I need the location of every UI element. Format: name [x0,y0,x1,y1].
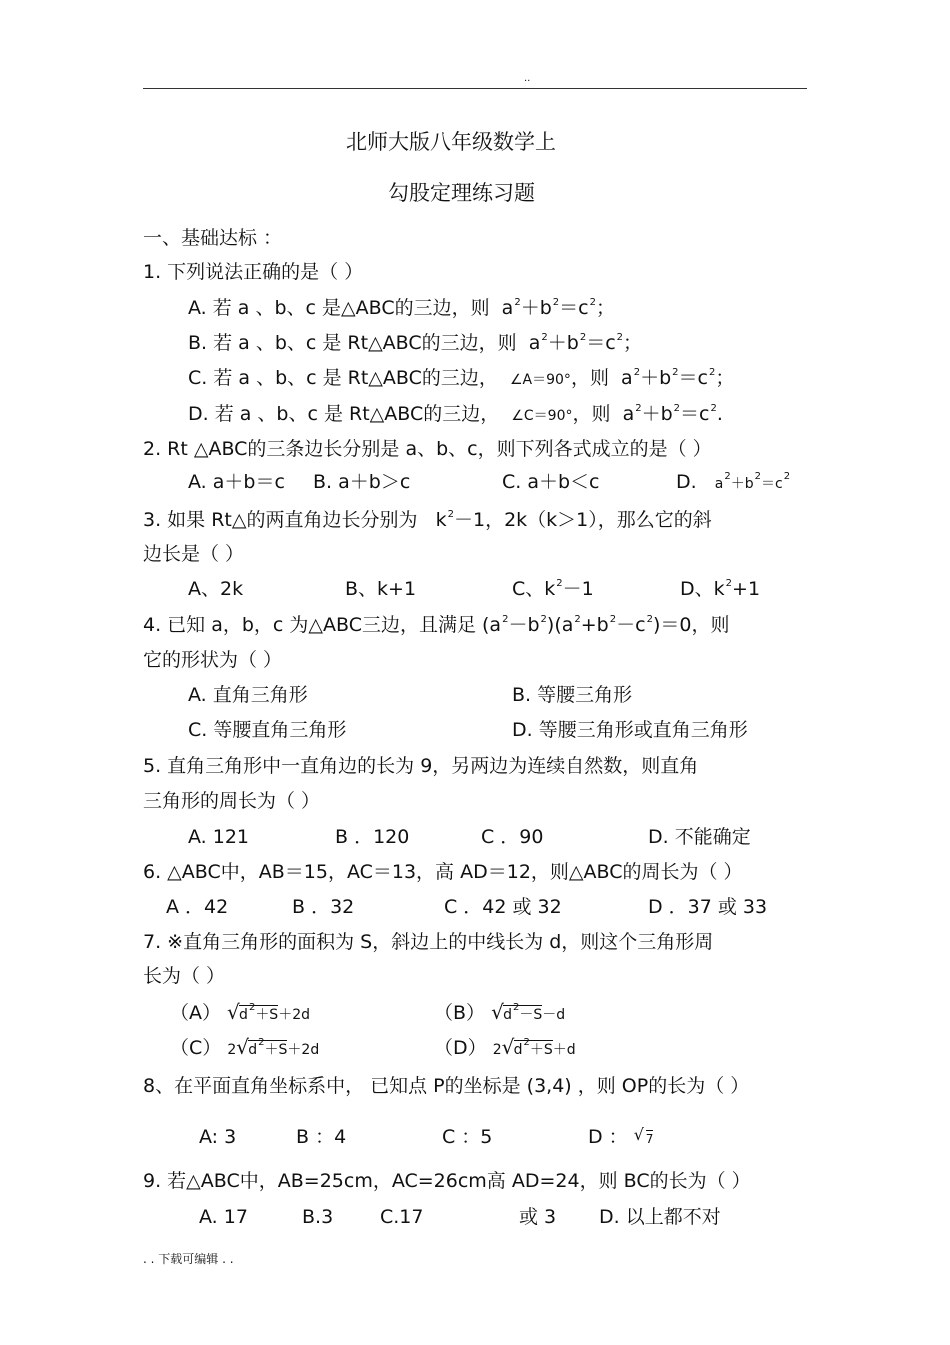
q5-stem-line1: 5. 直角三角形中一直角边的长为 9，另两边为连续自然数，则直角 [143,755,699,777]
q4-option-c: C. 等腰直角三角形 [188,719,347,741]
q6-option-c: C ．42 或 32 [444,896,562,918]
q4-option-b: B. 等腰三角形 [512,684,633,706]
q1-option-b: B. 若 a 、b、c 是 Rt△ABC的三边，则 $a^2+b^2=c^2$； [188,332,643,354]
q4-option-d: D. 等腰三角形或直角三角形 [512,719,748,741]
q9-option-c-cont: 或 3 [519,1206,557,1228]
q9-option-a: A. 17 [199,1206,248,1228]
q7-stem-line1: 7. ※直角三角形的面积为 S，斜边上的中线长为 d，则这个三角形周 [143,931,714,953]
doc-subtitle: 勾股定理练习题 [388,181,535,205]
page-footer: . . 下载可编辑 . . [143,1252,234,1266]
q3-option-a: A、2k [188,578,244,600]
q3-stem-line2: 边长是（ ） [143,543,245,565]
q5-option-d: D. 不能确定 [648,826,751,848]
q4-option-a: A. 直角三角形 [188,684,308,706]
q9-option-b: B.3 [302,1206,334,1228]
q7-stem-line2: 长为（ ） [143,965,226,987]
section-heading: 一、基础达标 ： [143,227,283,249]
q2-option-c: C. a＋b＜c [502,471,600,493]
q1-option-d: D. 若 a 、b、c 是 Rt△ABC的三边， ∠C＝90°，则 $a^2+b^2=c^2$. [188,403,723,425]
q4-stem-line1: 4. 已知 a，b，c 为△ABC三边，且满足 $(a^2-b^2)(a^2+b^2-c^2)=0$，则 [143,614,730,636]
q8-option-d: D ： √ 7 [588,1125,654,1148]
q5-option-b: B ．120 [335,826,410,848]
q5-stem-line2: 三角形的周长为（ ） [143,790,321,812]
q8-option-a: A: 3 [199,1126,237,1148]
q8-stem: 8、在平面直角坐标系中， 已知点 P的坐标是 (3,4) ，则 OP的长为（ ） [143,1075,750,1097]
doc-title: 北师大版八年级数学上 [346,130,556,154]
q1-stem: 1. 下列说法正确的是（ ） [143,261,364,283]
q6-option-d: D ．37 或 33 [648,896,768,918]
q9-option-d: D. 以上都不对 [599,1206,721,1228]
q2-option-b: B. a＋b＞c [313,471,411,493]
q7-option-c: （C） 2 √ $d^2+S+2d$ [170,1035,320,1059]
q2-stem: 2. Rt △ABC的三条边长分别是 a、b、c，则下列各式成立的是（ ） [143,438,712,460]
q6-option-a: A ．42 [166,896,229,918]
q2-option-d: D. $a^2+b^2=c^2$ [676,471,791,493]
q4-stem-line2: 它的形状为（ ） [143,649,283,671]
q1-option-a: A. 若 a 、b、c 是△ABC的三边，则 $a^2+b^2=c^2$； [188,297,615,319]
q7-option-b: （B） √ $d^2-S-d$ [434,1000,566,1024]
q8-option-b: B ：4 [296,1126,347,1148]
q5-option-c: C ．90 [481,826,544,848]
q6-stem: 6. △ABC中，AB＝15，AC＝13，高 AD＝12，则△ABC的周长为（ ） [143,861,743,883]
q7-option-a: （A） √ $d^2+S+2d$ [170,1000,310,1024]
q6-option-b: B ．32 [292,896,355,918]
q3-option-b: B、k+1 [345,578,417,600]
q2-option-a: A. a＋b＝c [188,471,285,493]
q9-stem: 9. 若△ABC中，AB=25cm，AC=26cm高 AD=24，则 BC的长为（ ） [143,1170,751,1192]
header-mark: .. [524,73,531,84]
q3-stem-line1: 3. 如果 Rt△的两直角边长分别为 $k^2-1$，2k（k＞1），那么它的斜 [143,509,712,531]
q3-option-c: C、$k^2-1$ [512,578,594,600]
q7-option-d: （D） 2 √ $d^2+S+d$ [434,1035,576,1059]
q5-option-a: A. 121 [188,826,250,848]
q9-option-c: C.17 [380,1206,424,1228]
q3-option-d: D、$k^2+1$ [680,578,761,600]
q8-option-c: C ：5 [442,1126,493,1148]
q1-option-c: C. 若 a 、b、c 是 Rt△ABC的三边， ∠A＝90°，则 $a^2+b^2=c^2$； [188,367,735,389]
header-rule [143,88,807,89]
